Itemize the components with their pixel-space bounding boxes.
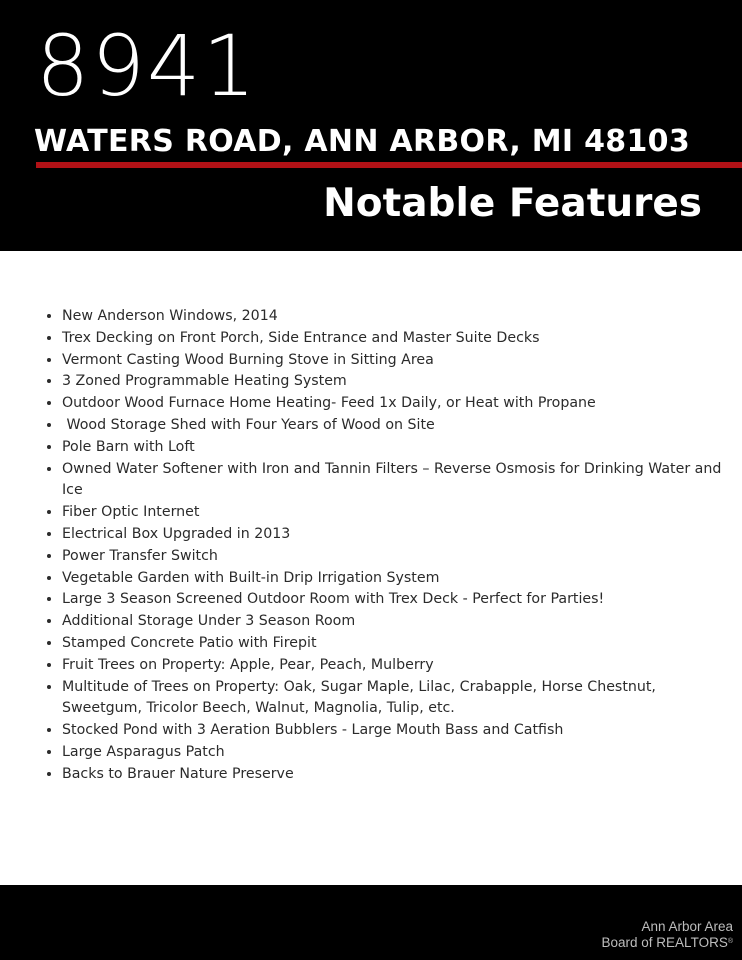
feature-item: • Owned Water Softener with Iron and Tannin Filters – Reverse Osmosis for Drinking Water and Ice xyxy=(62,459,722,503)
accent-divider xyxy=(36,162,742,168)
feature-item: • Additional Storage Under 3 Season Room xyxy=(62,611,722,633)
section-title: Notable Features xyxy=(323,181,702,226)
feature-item: • Large Asparagus Patch xyxy=(62,742,722,764)
footer-line-2-text: Board of REALTORS xyxy=(601,935,728,950)
feature-item: • 3 Zoned Programmable Heating System xyxy=(62,371,722,393)
footer-banner xyxy=(0,885,742,960)
feature-item: • Stocked Pond with 3 Aeration Bubblers - Large Mouth Bass and Catfish xyxy=(62,720,722,742)
feature-item: • Vermont Casting Wood Burning Stove in Sitting Area xyxy=(62,350,722,372)
feature-item: • Electrical Box Upgraded in 2013 xyxy=(62,524,722,546)
feature-item: • Pole Barn with Loft xyxy=(62,437,722,459)
feature-item: • Fiber Optic Internet xyxy=(62,502,722,524)
feature-item: • Trex Decking on Front Porch, Side Entrance and Master Suite Decks xyxy=(62,328,722,350)
feature-item: • Large 3 Season Screened Outdoor Room with Trex Deck - Perfect for Parties! xyxy=(62,589,722,611)
registered-mark: ® xyxy=(727,938,733,945)
street-address: WATERS ROAD, ANN ARBOR, MI 48103 xyxy=(34,124,690,159)
feature-item: • Stamped Concrete Patio with Firepit xyxy=(62,633,722,655)
realtor-board-logo xyxy=(602,919,733,951)
feature-item: • Fruit Trees on Property: Apple, Pear, Peach, Mulberry xyxy=(62,655,722,677)
feature-item: • Multitude of Trees on Property: Oak, Sugar Maple, Lilac, Crabapple, Horse Chestnut, Sweetgum, Tricolor Beech, Walnut, Magnolia, Tulip, etc. xyxy=(62,677,722,721)
feature-item: • Outdoor Wood Furnace Home Heating- Feed 1x Daily, or Heat with Propane xyxy=(62,393,722,415)
feature-item: • New Anderson Windows, 2014 xyxy=(62,306,722,328)
header-banner xyxy=(0,0,742,251)
features-list xyxy=(40,306,722,786)
footer-line-2 xyxy=(602,935,733,951)
footer-line-1: Ann Arbor Area xyxy=(641,919,733,934)
street-number: 8941 xyxy=(36,17,258,115)
feature-item: • Backs to Brauer Nature Preserve xyxy=(62,764,722,786)
feature-item: • Power Transfer Switch xyxy=(62,546,722,568)
feature-item: • Wood Storage Shed with Four Years of Wood on Site xyxy=(62,415,722,437)
feature-item: • Vegetable Garden with Built-in Drip Irrigation System xyxy=(62,568,722,590)
